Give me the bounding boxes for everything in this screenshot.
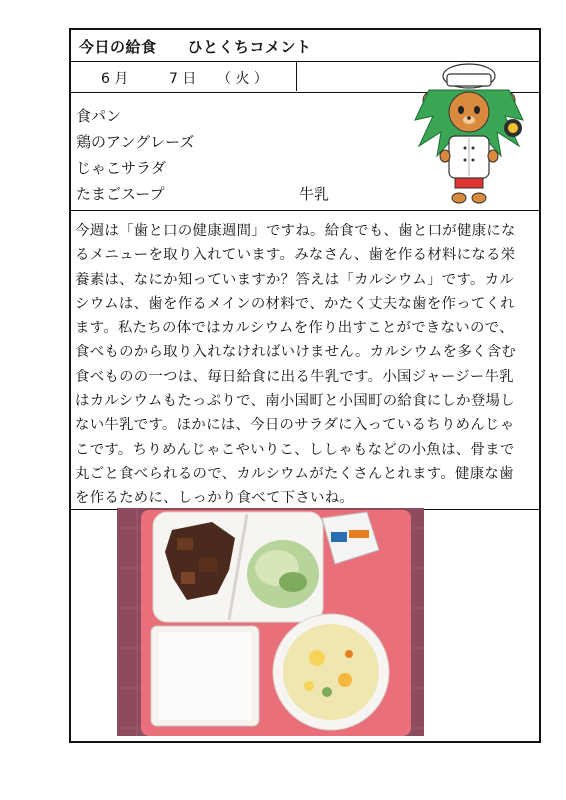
- menu-item: たまごスープ: [76, 185, 165, 203]
- date-weekday: （ 火 ）: [217, 71, 268, 87]
- lunch-photo-image: [117, 508, 424, 736]
- comment-section: [71, 210, 539, 510]
- date-month: 6 月: [101, 71, 129, 87]
- menu-item: 鶏のアングレーズ: [76, 133, 195, 151]
- comment-text: 今週は「歯と口の健康週間」ですね。給食でも、歯と口が健康にな るメニューを取り入れています。みなさん、歯を作る材料になる栄 養素は、なにか知っていますか？答えは「カルシウム」です。カル シウムは、歯を作るメインの材料で、かたく丈夫な歯を作ってくれ ます。私たちの体ではカルシウムを作り出すことができないので、 食べものから取り入れなければいけません。カルシウムを多く含む 食べものの一つは、毎日給食に出る牛乳です。小国ジャージー牛乳 はカルシウムもたっぷりで、南小国町と小国町の給食にしか登場し ない牛乳です。ほかには、今日のサラダに入っているちりめんじゃ こです。ちりめんじゃこやいりこ、ししゃもなどの小魚は、骨まで 丸ごと食べられるので、カルシウムがたくさんとれます。健康な歯 を作るために、しっかり食べて下さいね。: [75, 223, 517, 507]
- title-row: [71, 30, 539, 62]
- menu-milk: 牛乳: [299, 185, 330, 203]
- page-title: 今日の給食 ひとくちコメント: [79, 38, 312, 56]
- mascot-character-image: [409, 60, 529, 210]
- menu-item: 食パン: [76, 107, 122, 125]
- date-day: 7 日: [169, 71, 197, 87]
- lunch-sheet: [69, 28, 541, 743]
- menu-list: [71, 93, 411, 211]
- date-cell: [71, 62, 297, 91]
- menu-item: じゃこサラダ: [76, 159, 166, 177]
